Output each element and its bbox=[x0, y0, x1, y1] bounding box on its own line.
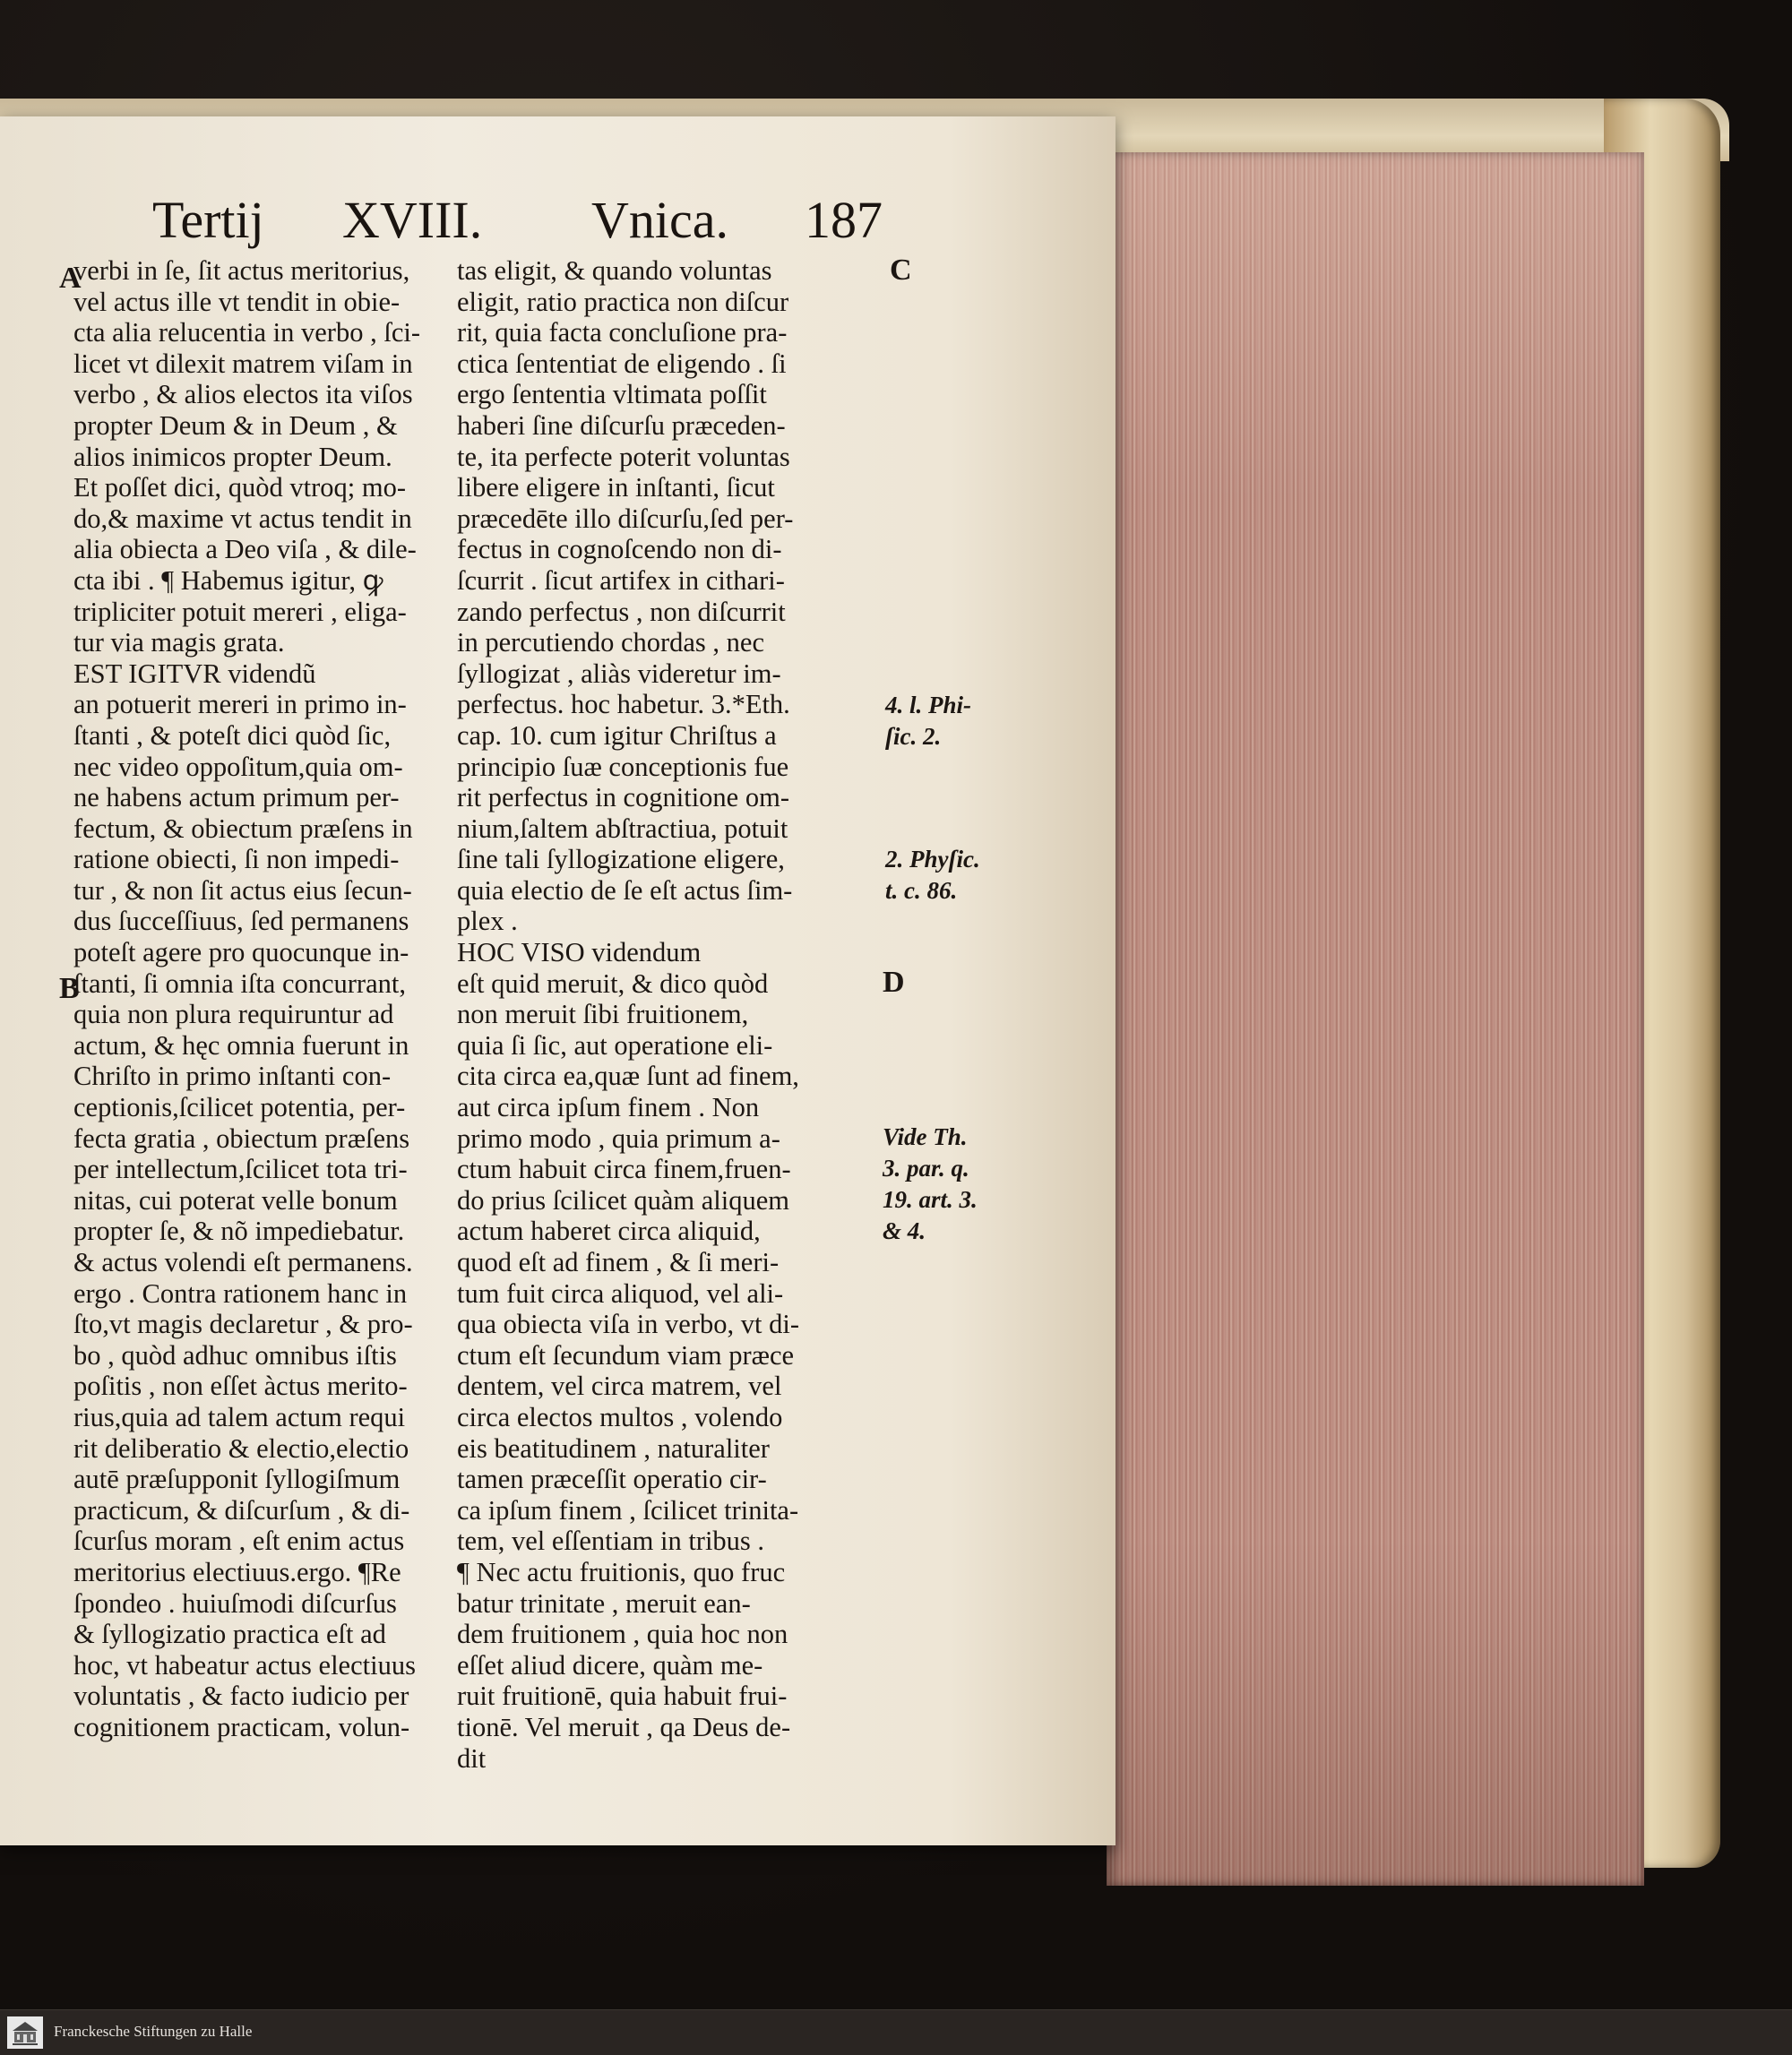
institution-name: Franckesche Stiftungen zu Halle bbox=[54, 2023, 253, 2040]
left-column-line: fectum, & obiectum præſens in bbox=[73, 813, 413, 844]
right-column-line: rit perfectus in cognitione om- bbox=[457, 782, 789, 813]
right-column-line: te, ita perfecte poterit voluntas bbox=[457, 441, 790, 472]
left-column-line: an potuerit mereri in primo in- bbox=[73, 689, 407, 720]
left-column-line: verbo , & alios electos ita viſos bbox=[73, 379, 413, 410]
margin-note-4: t. c. 86. bbox=[885, 877, 958, 904]
right-column-line: haberi ſine diſcurſu præceden- bbox=[457, 409, 786, 441]
right-column-line: tionē. Vel meruit , qa Deus de- bbox=[457, 1711, 791, 1742]
right-column-line: aut circa ipſum finem . Non bbox=[457, 1092, 760, 1123]
margin-note-2: ſic. 2. bbox=[885, 723, 942, 750]
left-column-line: cognitionem practicam, volun- bbox=[73, 1711, 410, 1742]
margin-letter-a: A bbox=[59, 262, 82, 295]
left-column-line: ſpondeo . huiuſmodi diſcurſus bbox=[73, 1587, 397, 1619]
right-column-line: ſcurrit . ſicut artifex in cithari- bbox=[457, 564, 785, 596]
institution-logo bbox=[7, 2016, 43, 2049]
left-column-line: alia obiecta a Deo viſa , & dile- bbox=[73, 534, 417, 565]
header-tertij: Tertij bbox=[152, 191, 264, 249]
right-column-line: ctum habuit circa finem,fruen- bbox=[457, 1154, 791, 1185]
margin-letter-c: C bbox=[890, 254, 912, 287]
left-column-line: nitas, cui poterat velle bonum bbox=[73, 1184, 398, 1216]
left-column-line: rit deliberatio & electio,electio bbox=[73, 1432, 409, 1464]
right-column-line: quia electio de ſe eſt actus ſim- bbox=[457, 874, 793, 906]
left-column-line: propter Deum & in Deum , & bbox=[73, 409, 398, 441]
left-column-line: verbi in ſe, ſit actus meritorius, bbox=[73, 255, 410, 286]
right-column-line: ergo ſententia vltimata poſſit bbox=[457, 379, 767, 410]
right-column-line: dentem, vel circa matrem, vel bbox=[457, 1371, 782, 1402]
right-column-line: tem, vel eſſentiam in tribus . bbox=[457, 1526, 765, 1557]
page-edges bbox=[1107, 152, 1644, 1886]
left-column-line: ceptionis,ſcilicet potentia, per- bbox=[73, 1092, 406, 1123]
left-column-line: ergo . Contra rationem hanc in bbox=[73, 1277, 408, 1309]
left-column-line: ſtanti, ſi omnia iſta concurrant, bbox=[73, 967, 406, 999]
right-text-column bbox=[457, 255, 878, 1774]
margin-letter-b: B bbox=[59, 972, 80, 1005]
page-number: 187 bbox=[805, 191, 883, 249]
left-text-column bbox=[73, 255, 448, 1743]
header-distinctio: XVIII. bbox=[342, 191, 483, 249]
margin-letter-d: D bbox=[883, 966, 905, 999]
left-column-line: voluntatis , & facto iudicio per bbox=[73, 1681, 409, 1712]
right-column-line: do prius ſcilicet quàm aliquem bbox=[457, 1184, 789, 1216]
right-column-line: eligit, ratio practica non diſcur bbox=[457, 286, 789, 317]
left-column-line: tur via magis grata. bbox=[73, 627, 285, 658]
header-vnica: Vnica. bbox=[591, 191, 728, 249]
left-column-line: quia non plura requiruntur ad bbox=[73, 999, 394, 1030]
right-column-line: fectus in cognoſcendo non di- bbox=[457, 534, 782, 565]
right-column-line: rit, quia facta concluſione pra- bbox=[457, 317, 788, 348]
left-column-line: cta ibi . ¶ Habemus igitur, ꝙ bbox=[73, 564, 383, 596]
margin-note-5: Vide Th. bbox=[883, 1123, 968, 1150]
right-column-line: in percutiendo chordas , nec bbox=[457, 627, 764, 658]
left-column-line: poteſt agere pro quocunque in- bbox=[73, 937, 409, 968]
margin-note-7: 19. art. 3. bbox=[883, 1186, 978, 1213]
left-column-line: & actus volendi eſt permanens. bbox=[73, 1247, 413, 1277]
right-column-line: quod eſt ad finem , & ſi meri- bbox=[457, 1247, 780, 1277]
left-column-line: ſtanti , & poteſt dici quòd ſic, bbox=[73, 719, 392, 751]
left-column-line: autē præſupponit ſyllogiſmum bbox=[73, 1464, 401, 1495]
right-column-line: batur trinitate , meruit ean- bbox=[457, 1587, 751, 1619]
right-column-line: eſt quid meruit, & dico quòd bbox=[457, 967, 769, 999]
left-column-line: poſitis , non eſſet àctus merito- bbox=[73, 1371, 408, 1402]
margin-note-6: 3. par. q. bbox=[883, 1155, 969, 1182]
right-column-line: plex . bbox=[457, 906, 518, 937]
right-column-line: tas eligit, & quando voluntas bbox=[457, 255, 772, 286]
left-column-line: propter ſe, & nõ impediebatur. bbox=[73, 1216, 405, 1247]
right-column-line: ctica ſententiat de eligendo . ſi bbox=[457, 348, 787, 379]
right-column-line: ¶ Nec actu fruitionis, quo fruc bbox=[457, 1556, 786, 1587]
left-column-line: ratione obiecti, ſi non impedi- bbox=[73, 844, 400, 875]
viewer-footer bbox=[0, 2009, 1792, 2055]
right-column-line: ruit fruitionē, quia habuit frui- bbox=[457, 1681, 788, 1712]
right-column-line: præcedēte illo diſcurſu,ſed per- bbox=[457, 503, 794, 534]
left-column-line: hoc, vt habeatur actus electiuus bbox=[73, 1649, 416, 1681]
right-column-line: perfectus. hoc habetur. 3.*Eth. bbox=[457, 689, 790, 720]
left-column-line: ſcurſus moram , eſt enim actus bbox=[73, 1526, 405, 1557]
right-column-line: circa electos multos , volendo bbox=[457, 1401, 783, 1432]
left-column-line: ne habens actum primum per- bbox=[73, 782, 400, 813]
right-column-line: non meruit ſibi fruitionem, bbox=[457, 999, 749, 1030]
right-column-line: ca ipſum finem , ſcilicet trinita- bbox=[457, 1494, 799, 1526]
left-column-line: meritorius electiuus.ergo. ¶Re bbox=[73, 1556, 401, 1587]
right-column-line: principio ſuæ conceptionis fue bbox=[457, 751, 789, 782]
left-column-line: alios inimicos propter Deum. bbox=[73, 441, 392, 472]
left-column-line: Chriſto in primo inſtanti con- bbox=[73, 1061, 392, 1092]
left-column-line: nec video oppoſitum,quia om- bbox=[73, 751, 403, 782]
margin-note-8: & 4. bbox=[883, 1217, 926, 1244]
right-column-line: nium,ſaltem abſtractiua, potuit bbox=[457, 813, 788, 844]
left-column-line: per intellectum,ſcilicet tota tri- bbox=[73, 1154, 408, 1185]
right-column-line: ctum eſt ſecundum viam præce bbox=[457, 1339, 795, 1371]
right-column-line: dem fruitionem , quia hoc non bbox=[457, 1619, 788, 1650]
margin-note-3: 2. Phyſic. bbox=[885, 846, 980, 873]
right-column-line: HOC VISO videndum bbox=[457, 937, 702, 968]
left-column-line: vel actus ille vt tendit in obie- bbox=[73, 286, 401, 317]
right-column-line: primo modo , quia primum a- bbox=[457, 1122, 780, 1154]
right-column-line: quia ſi ſic, aut operatione eli- bbox=[457, 1029, 773, 1061]
right-column-line: qua obiecta viſa in verbo, vt di- bbox=[457, 1309, 799, 1340]
left-column-line: fecta gratia , obiectum præſens bbox=[73, 1122, 410, 1154]
running-header bbox=[152, 190, 896, 253]
left-column-line: actum, & hęc omnia fuerunt in bbox=[73, 1029, 409, 1061]
right-column-line: ſine tali ſyllogizatione eligere, bbox=[457, 844, 785, 875]
left-column-line: rius,quia ad talem actum requi bbox=[73, 1401, 406, 1432]
right-column-line: cap. 10. cum igitur Chriſtus a bbox=[457, 719, 777, 751]
right-column-line: tamen præceſſit operatio cir- bbox=[457, 1464, 767, 1495]
left-column-line: licet vt dilexit matrem viſam in bbox=[73, 348, 413, 379]
left-column-line: Et poſſet dici, quòd vtroq; mo- bbox=[73, 472, 407, 503]
margin-note-1: 4. l. Phi- bbox=[885, 692, 972, 718]
left-column-line: & ſyllogizatio practica eſt ad bbox=[73, 1619, 386, 1650]
building-icon bbox=[10, 2018, 40, 2047]
right-column-line: eis beatitudinem , naturaliter bbox=[457, 1432, 770, 1464]
left-column-line: cta alia relucentia in verbo , ſci- bbox=[73, 317, 420, 348]
right-column-line: ſyllogizat , aliàs videretur im- bbox=[457, 658, 781, 689]
left-column-line: bo , quòd adhuc omnibus iſtis bbox=[73, 1339, 397, 1371]
left-column-line: dus ſucceſſiuus, ſed permanens bbox=[73, 906, 409, 937]
left-column-line: ſto,vt magis declaretur , & pro- bbox=[73, 1309, 413, 1340]
left-column-line: tur , & non ſit actus eius ſecun- bbox=[73, 874, 412, 906]
right-column-line: libere eligere in inſtanti, ſicut bbox=[457, 472, 775, 503]
right-column-line: tum fuit circa aliquod, vel ali- bbox=[457, 1277, 784, 1309]
left-column-line: EST IGITVR videndũ bbox=[73, 658, 316, 689]
left-column-line: practicum, & diſcurſum , & di- bbox=[73, 1494, 410, 1526]
left-column-line: tripliciter potuit mereri , eliga- bbox=[73, 596, 407, 627]
right-column-line: actum haberet circa aliquid, bbox=[457, 1216, 761, 1247]
right-column-line: dit bbox=[457, 1742, 487, 1774]
right-column-line: eſſet aliud dicere, quàm me- bbox=[457, 1649, 763, 1681]
right-column-line: zando perfectus , non diſcurrit bbox=[457, 596, 786, 627]
right-column-line: cita circa ea,quæ ſunt ad finem, bbox=[457, 1061, 799, 1092]
left-column-line: do,& maxime vt actus tendit in bbox=[73, 503, 412, 534]
